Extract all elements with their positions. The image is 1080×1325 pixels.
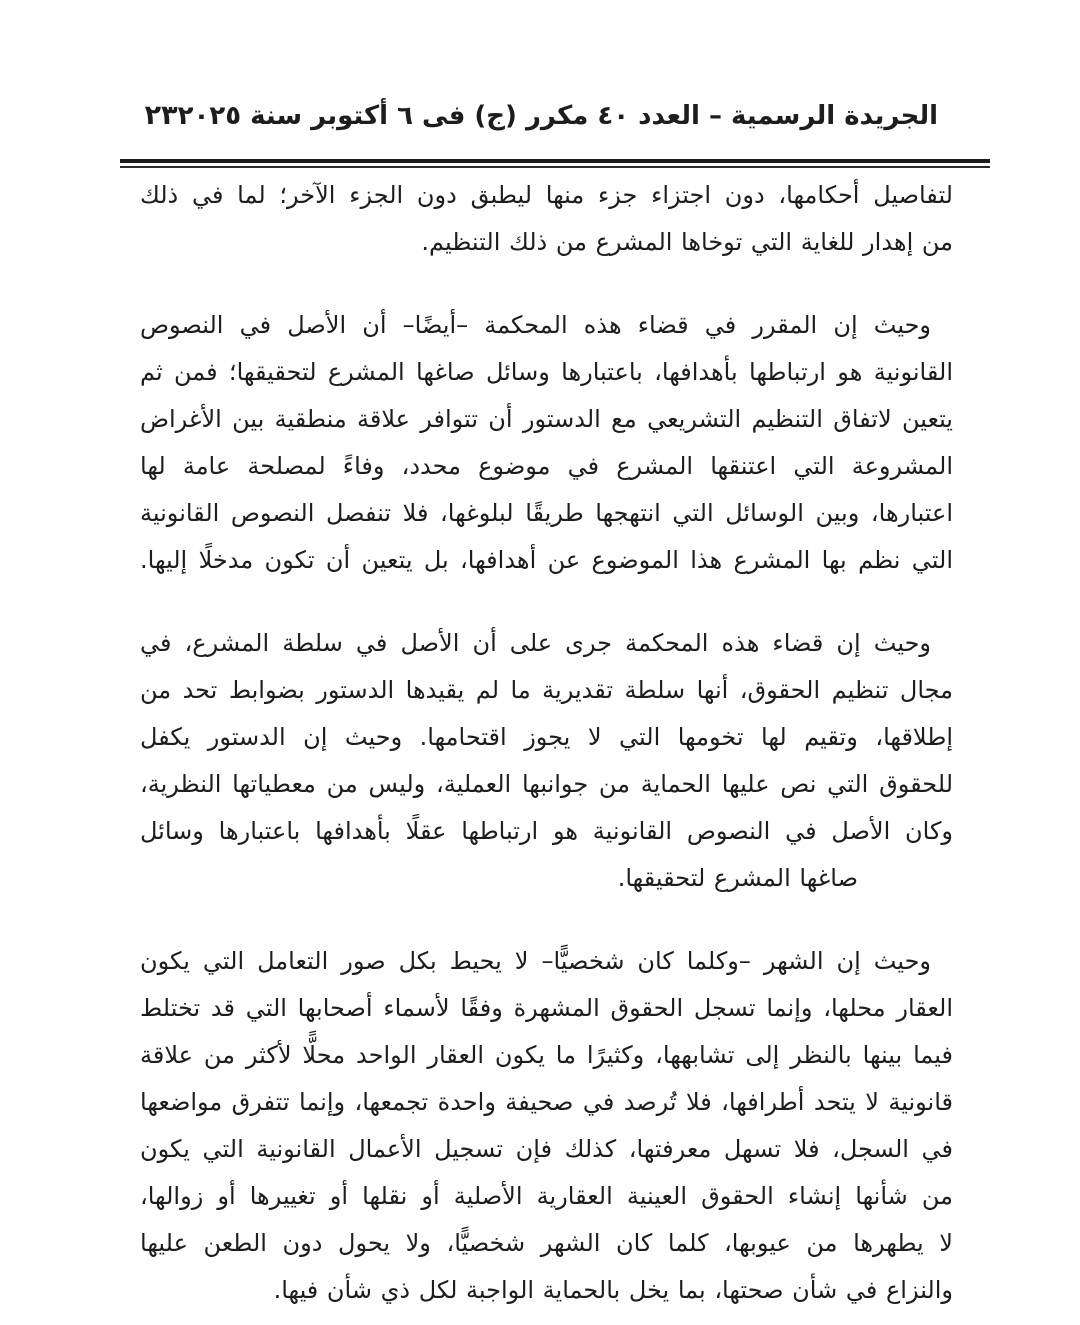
text-line: التي نظم بها المشرع هذا الموضوع عن أهدافها، بل يتعين أن تكون مدخلًا إليها. [140,546,953,574]
text-line: صاغها المشرع لتحقيقها. [617,864,858,892]
paragraph [140,172,953,266]
text-line: وكان الأصل في النصوص القانونية هو ارتباطها عقلًا بأهدافها باعتبارها وسائل [140,817,953,845]
text-line: وحيث إن الشهر –وكلما كان شخصيًّا– لا يحيط بكل صور التعامل التي يكون [140,947,931,975]
document-body [140,172,953,1314]
gazette-header [120,100,990,131]
text-line: لتفاصيل أحكامها، دون اجتزاء جزء منها ليطبق دون الجزء الآخر؛ لما في ذلك [140,181,953,209]
text-line: وحيث إن المقرر في قضاء هذه المحكمة –أيضًا– أن الأصل في النصوص [140,311,931,339]
text-line: من إهدار للغاية التي توخاها المشرع من ذلك التنظيم. [421,228,953,256]
text-line: من شأنها إنشاء الحقوق العينية العقارية الأصلية أو نقلها أو تغييرها أو زوالها، [140,1182,953,1210]
text-line: وحيث إن قضاء هذه المحكمة جرى على أن الأصل في سلطة المشرع، في [140,629,931,657]
text-line: للحقوق التي نص عليها الحماية من جوانبها العملية، وليس من معطياتها النظرية، [140,770,953,798]
text-line: المشروعة التي اعتنقها المشرع في موضوع محدد، وفاءً لمصلحة عامة لها [140,452,953,480]
text-line: يتعين لاتفاق التنظيم التشريعي مع الدستور أن تتوافر علاقة منطقية بين الأغراض [140,405,953,433]
paragraph [140,302,953,584]
paragraph [140,620,953,902]
text-line: فيما بينها بالنظر إلى تشابهها، وكثيرًا ما يكون العقار الواحد محلًّا لأكثر من علاقة [140,1041,953,1069]
text-line: والنزاع في شأن صحتها، بما يخل بالحماية الواجبة لكل ذي شأن فيها. [273,1276,953,1304]
journal-title: الجريدة الرسمية – العدد ٤٠ مكرر (ج) فى ٦ أكتوبر سنة ٢٠٢٥ [177,101,938,131]
text-line: في السجل، فلا تسهل معرفتها، كذلك فإن تسجيل الأعمال القانونية التي يكون [140,1135,953,1163]
text-line: مجال تنظيم الحقوق، أنها سلطة تقديرية ما لم يقيدها الدستور بضوابط تحد من [140,676,953,704]
text-line: قانونية لا يتحد أطرافها، فلا تُرصد في صحيفة واحدة تجمعها، وإنما تتفرق مواضعها [140,1088,953,1116]
text-line: لا يطهرها من عيوبها، كلما كان الشهر شخصيًّا، ولا يحول دون الطعن عليها [140,1229,953,1257]
text-line: العقار محلها، وإنما تسجل الحقوق المشهرة وفقًا لأسماء أصحابها التي قد تختلط [140,994,953,1022]
text-line: القانونية هو ارتباطها بأهدافها، باعتبارها وسائل صاغها المشرع لتحقيقها؛ فمن ثم [140,358,953,386]
page-number: ٢٣ [144,100,178,131]
header-rule [120,159,990,168]
text-line: إطلاقها، وتقيم لها تخومها التي لا يجوز اقتحامها. وحيث إن الدستور يكفل [140,723,953,751]
paragraph [140,938,953,1314]
text-line: اعتبارها، وبين الوسائل التي انتهجها طريقًا لبلوغها، فلا تنفصل النصوص القانونية [140,499,953,527]
